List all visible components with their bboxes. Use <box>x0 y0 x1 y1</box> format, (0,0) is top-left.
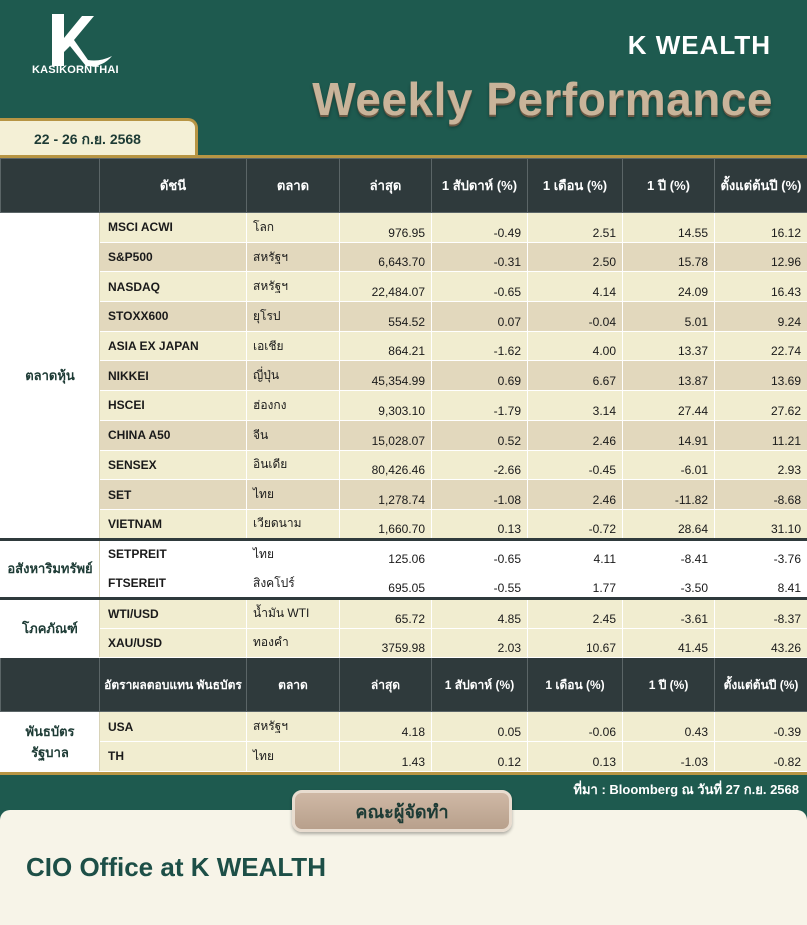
cell-w1: 0.52 <box>432 420 528 450</box>
cell-m1: 4.00 <box>528 331 623 361</box>
date-range: 22 - 26 ก.ย. 2568 <box>0 118 198 158</box>
cell-market: จีน <box>247 420 340 450</box>
cell-m1: 4.11 <box>528 539 623 569</box>
cell-market: ไทย <box>247 480 340 510</box>
cell-y1: 0.43 <box>623 712 715 742</box>
cell-w1: 0.05 <box>432 712 528 742</box>
cell-name: HSCEI <box>100 391 247 421</box>
cell-market: ยุโรป <box>247 302 340 332</box>
cell-latest: 976.95 <box>340 213 432 243</box>
cell-ytd: -8.68 <box>715 480 807 510</box>
category-label: พันธบัตรรัฐบาล <box>1 712 100 771</box>
cell-w1: -2.66 <box>432 450 528 480</box>
table-row <box>1 331 807 361</box>
cell-ytd: 31.10 <box>715 509 807 539</box>
cell-w1: -0.65 <box>432 539 528 569</box>
table-header <box>1 159 807 213</box>
cell-name: VIETNAM <box>100 509 247 539</box>
header-index: ดัชนี <box>100 159 247 213</box>
cell-m1: -0.45 <box>528 450 623 480</box>
cell-market: สิงคโปร์ <box>247 569 340 599</box>
cell-ytd: 9.24 <box>715 302 807 332</box>
table-row <box>1 361 807 391</box>
table-row <box>1 509 807 539</box>
cell-name: NASDAQ <box>100 272 247 302</box>
cell-m1: 2.46 <box>528 480 623 510</box>
cell-latest: 4.18 <box>340 712 432 742</box>
cell-name: S&P500 <box>100 242 247 272</box>
cell-latest: 15,028.07 <box>340 420 432 450</box>
cell-y1: 15.78 <box>623 242 715 272</box>
table-row <box>1 420 807 450</box>
cell-w1: -1.79 <box>432 391 528 421</box>
cell-ytd: -0.39 <box>715 712 807 742</box>
cell-m1: 4.14 <box>528 272 623 302</box>
cell-latest: 1,660.70 <box>340 509 432 539</box>
cell-ytd: 16.12 <box>715 213 807 243</box>
header-ytd: ตั้งแต่ต้นปี (%) <box>715 159 807 213</box>
cell-latest: 65.72 <box>340 598 432 628</box>
cell-latest: 6,643.70 <box>340 242 432 272</box>
kwealth-logo: K WEALTH <box>627 30 771 60</box>
cell-y1: -3.61 <box>623 598 715 628</box>
cell-ytd: -3.76 <box>715 539 807 569</box>
cell-y1: 14.55 <box>623 213 715 243</box>
cell-name: XAU/USD <box>100 628 247 658</box>
header-1m: 1 เดือน (%) <box>528 159 623 213</box>
cell-name: CHINA A50 <box>100 420 247 450</box>
cell-market: สหรัฐฯ <box>247 712 340 742</box>
cell-y1: -3.50 <box>623 569 715 599</box>
cell-ytd: 2.93 <box>715 450 807 480</box>
table-row <box>1 598 807 628</box>
cell-latest: 1.43 <box>340 742 432 772</box>
cell-y1: 41.45 <box>623 628 715 658</box>
cell-name: ASIA EX JAPAN <box>100 331 247 361</box>
cell-name: STOXX600 <box>100 302 247 332</box>
cell-latest: 80,426.46 <box>340 450 432 480</box>
team-label: คณะผู้จัดทำ <box>292 790 512 832</box>
cell-m1: 6.67 <box>528 361 623 391</box>
cell-ytd: -0.82 <box>715 742 807 772</box>
cell-m1: -0.72 <box>528 509 623 539</box>
cell-y1: 28.64 <box>623 509 715 539</box>
cell-y1: 5.01 <box>623 302 715 332</box>
cell-market: ไทย <box>247 539 340 569</box>
header-latest: ล่าสุด <box>340 159 432 213</box>
cell-market: สหรัฐฯ <box>247 242 340 272</box>
cell-ytd: 8.41 <box>715 569 807 599</box>
bond-header-market: ตลาด <box>247 658 340 712</box>
cell-market: ทองคำ <box>247 628 340 658</box>
cell-latest: 125.06 <box>340 539 432 569</box>
cell-latest: 9,303.10 <box>340 391 432 421</box>
cell-w1: 2.03 <box>432 628 528 658</box>
cell-w1: -0.65 <box>432 272 528 302</box>
cell-ytd: 13.69 <box>715 361 807 391</box>
cell-market: อินเดีย <box>247 450 340 480</box>
cell-y1: -11.82 <box>623 480 715 510</box>
table-row <box>1 742 807 772</box>
cell-w1: -1.08 <box>432 480 528 510</box>
cell-name: NIKKEI <box>100 361 247 391</box>
cell-ytd: 22.74 <box>715 331 807 361</box>
source-note: ที่มา : Bloomberg ณ วันที่ 27 ก.ย. 2568 <box>573 782 799 797</box>
table-row <box>1 712 807 742</box>
cell-y1: -6.01 <box>623 450 715 480</box>
bond-header-index: อัตราผลตอบแทน พันธบัตร <box>100 658 247 712</box>
cell-name: MSCI ACWI <box>100 213 247 243</box>
bond-header-y1: 1 ปี (%) <box>623 658 715 712</box>
cell-w1: 0.13 <box>432 509 528 539</box>
cell-m1: 1.77 <box>528 569 623 599</box>
category-label: โภคภัณฑ์ <box>1 598 100 657</box>
table-row <box>1 302 807 332</box>
cell-name: WTI/USD <box>100 598 247 628</box>
cell-name: USA <box>100 712 247 742</box>
cell-market: เอเชีย <box>247 331 340 361</box>
cell-m1: 2.51 <box>528 213 623 243</box>
bond-header-m1: 1 เดือน (%) <box>528 658 623 712</box>
cell-m1: 2.46 <box>528 420 623 450</box>
table-row <box>1 569 807 599</box>
table-row <box>1 480 807 510</box>
cell-market: สหรัฐฯ <box>247 272 340 302</box>
cell-ytd: 12.96 <box>715 242 807 272</box>
cell-y1: 27.44 <box>623 391 715 421</box>
cell-w1: -0.55 <box>432 569 528 599</box>
table-row <box>1 391 807 421</box>
cell-latest: 554.52 <box>340 302 432 332</box>
cell-y1: -8.41 <box>623 539 715 569</box>
cell-m1: 10.67 <box>528 628 623 658</box>
cell-m1: 3.14 <box>528 391 623 421</box>
cell-m1: 2.45 <box>528 598 623 628</box>
category-label: ตลาดหุ้น <box>1 213 100 540</box>
cell-latest: 3759.98 <box>340 628 432 658</box>
cell-name: TH <box>100 742 247 772</box>
table-row <box>1 272 807 302</box>
table-row <box>1 450 807 480</box>
cell-ytd: 43.26 <box>715 628 807 658</box>
cell-name: SET <box>100 480 247 510</box>
cell-y1: -1.03 <box>623 742 715 772</box>
cell-name: SENSEX <box>100 450 247 480</box>
cell-m1: 2.50 <box>528 242 623 272</box>
cell-w1: 0.12 <box>432 742 528 772</box>
bond-header-blank <box>1 658 100 712</box>
cell-w1: -0.31 <box>432 242 528 272</box>
category-label: อสังหาริมทรัพย์ <box>1 539 100 598</box>
cell-market: ฮ่องกง <box>247 391 340 421</box>
cell-market: ไทย <box>247 742 340 772</box>
cell-ytd: 27.62 <box>715 391 807 421</box>
cell-y1: 13.87 <box>623 361 715 391</box>
table-row <box>1 539 807 569</box>
team-name: CIO Office at K WEALTH <box>26 852 326 882</box>
bond-header-ytd: ตั้งแต่ต้นปี (%) <box>715 658 807 712</box>
cell-name: SETPREIT <box>100 539 247 569</box>
table-row <box>1 213 807 243</box>
table-row <box>1 242 807 272</box>
cell-y1: 14.91 <box>623 420 715 450</box>
cell-m1: 0.13 <box>528 742 623 772</box>
cell-w1: -0.49 <box>432 213 528 243</box>
cell-w1: -1.62 <box>432 331 528 361</box>
table-row <box>1 628 807 658</box>
cell-market: โลก <box>247 213 340 243</box>
header-blank <box>1 159 100 213</box>
cell-y1: 13.37 <box>623 331 715 361</box>
cell-ytd: 11.21 <box>715 420 807 450</box>
bank-name: KASIKORNTHAI <box>32 64 119 76</box>
bond-header <box>1 658 807 712</box>
bond-header-latest: ล่าสุด <box>340 658 432 712</box>
header-1y: 1 ปี (%) <box>623 159 715 213</box>
page-title: Weekly Performance <box>312 73 773 125</box>
cell-latest: 1,278.74 <box>340 480 432 510</box>
cell-latest: 45,354.99 <box>340 361 432 391</box>
cell-ytd: -8.37 <box>715 598 807 628</box>
cell-market: น้ำมัน WTI <box>247 598 340 628</box>
header-1w: 1 สัปดาห์ (%) <box>432 159 528 213</box>
cell-w1: 0.69 <box>432 361 528 391</box>
header-market: ตลาด <box>247 159 340 213</box>
cell-market: ญี่ปุ่น <box>247 361 340 391</box>
cell-w1: 0.07 <box>432 302 528 332</box>
cell-latest: 695.05 <box>340 569 432 599</box>
cell-y1: 24.09 <box>623 272 715 302</box>
cell-ytd: 16.43 <box>715 272 807 302</box>
cell-m1: -0.04 <box>528 302 623 332</box>
bond-header-w1: 1 สัปดาห์ (%) <box>432 658 528 712</box>
cell-w1: 4.85 <box>432 598 528 628</box>
cell-name: FTSEREIT <box>100 569 247 599</box>
cell-m1: -0.06 <box>528 712 623 742</box>
cell-latest: 864.21 <box>340 331 432 361</box>
cell-market: เวียดนาม <box>247 509 340 539</box>
performance-table <box>0 155 807 775</box>
cell-latest: 22,484.07 <box>340 272 432 302</box>
